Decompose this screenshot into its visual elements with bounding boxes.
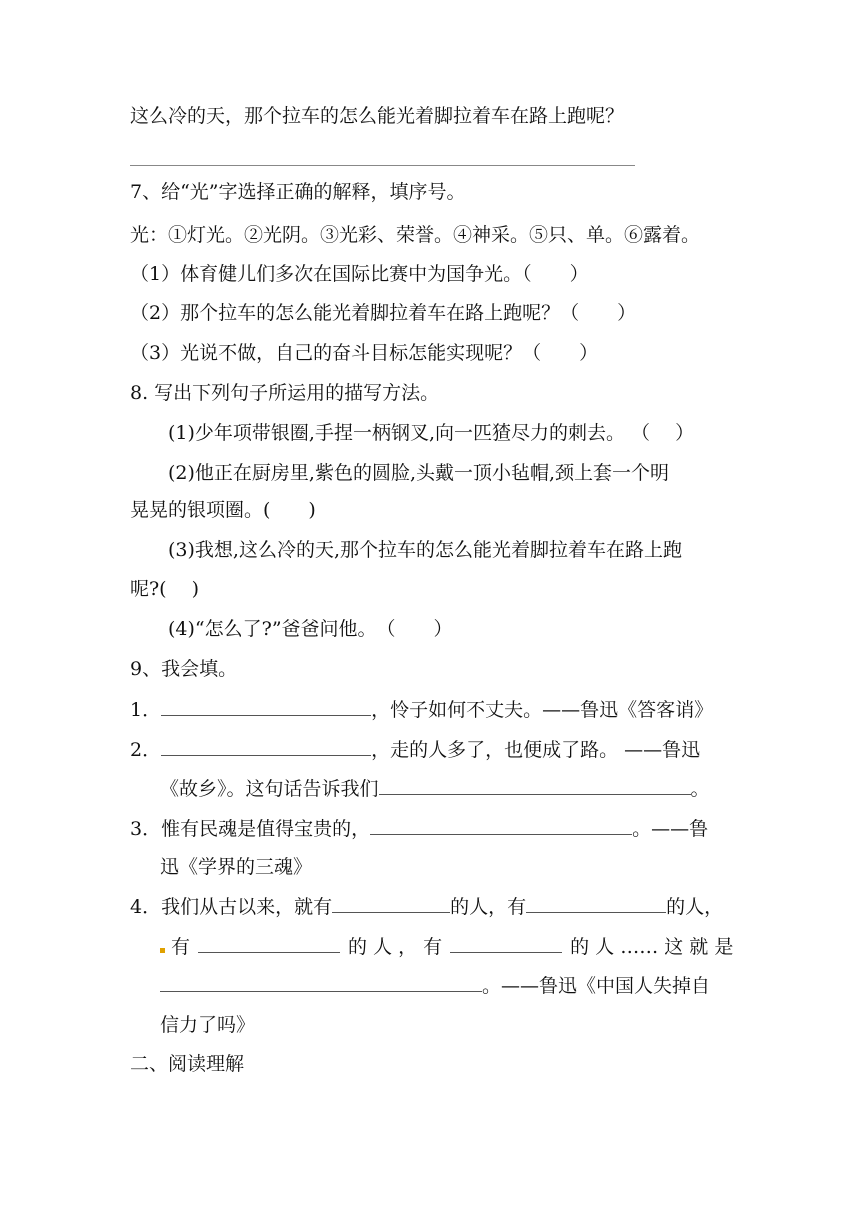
fill-item-text: ，怜子如何不丈夫。——鲁迅《答客诮》	[371, 699, 714, 721]
question-8-item-2-cont: 晃晃的银项圈。( )	[130, 499, 316, 521]
question-7-title: 7、给“光”字选择正确的解释，填序号。	[130, 181, 466, 203]
sentence-line: 这么冷的天，那个拉车的怎么能光着脚拉着车在路上跑呢？	[130, 105, 625, 127]
question-8-item-4: (4)“怎么了?”爸爸问他。 （ ）	[168, 618, 453, 640]
question-8-item-2: (2)他正在厨房里,紫色的圆脸,头戴一顶小毡帽,颈上套一个明	[168, 462, 670, 484]
fill-blank[interactable]	[370, 816, 632, 835]
question-7-item-1: （1）体育健儿们多次在国际比赛中为国争光。（ ）	[130, 263, 589, 285]
fill-item-text: 《故乡》。这句话告诉我们	[160, 778, 379, 800]
fill-item-text: 。——鲁	[632, 818, 709, 840]
question-7-item-2: （2）那个拉车的怎么能光着脚拉着车在路上跑呢？（ ）	[130, 302, 637, 324]
fill-blank[interactable]	[526, 894, 666, 913]
question-7-item-3: （3）光说不做，自己的奋斗目标怎能实现呢？（ ）	[130, 342, 599, 364]
fill-item-text: 的人，有	[450, 896, 527, 918]
fill-item-number: 2．	[130, 739, 162, 761]
fill-item-number: 1．	[130, 699, 162, 721]
fill-item-2-cont	[160, 776, 710, 801]
fill-blank[interactable]	[161, 737, 371, 756]
fill-item-4-cont2	[160, 973, 710, 998]
question-8-item-3: (3)我想,这么冷的天,那个拉车的怎么能光着脚拉着车在路上跑	[168, 539, 682, 561]
fill-item-4-cont3: 信力了吗》	[160, 1014, 256, 1036]
fill-item-3	[130, 816, 708, 841]
fill-blank[interactable]	[379, 776, 691, 795]
fill-item-text: ，走的人多了，也便成了路。 ——鲁迅	[371, 739, 701, 761]
fill-item-text: 4．我们从古以来，就有	[130, 896, 333, 918]
fill-blank[interactable]	[161, 697, 371, 716]
fill-item-text: 的 人 ， 有	[348, 936, 443, 958]
fill-item-2	[130, 737, 700, 762]
fill-item-text: 3．惟有民魂是值得宝贵的，	[130, 818, 371, 840]
question-7-definitions: 光：①灯光。②光阴。③光彩、荣誉。④神采。⑤只、单。⑥露着。	[130, 224, 701, 246]
question-8-item-3-cont: 呢?( )	[130, 578, 200, 600]
fill-blank[interactable]	[450, 934, 562, 953]
section-2-title: 二、阅读理解	[130, 1053, 245, 1075]
fill-item-1	[130, 697, 713, 722]
fill-item-3-cont: 迅《学界的三魂》	[160, 856, 313, 878]
fill-item-text: 。	[690, 778, 710, 800]
question-9-title: 9、我会填。	[130, 658, 238, 680]
question-8-title: 8. 写出下列句子所运用的描写方法。	[130, 382, 440, 404]
fill-item-text: 的 人 …… 这 就 是	[570, 936, 734, 958]
fill-blank[interactable]	[160, 973, 482, 992]
fill-blank[interactable]	[198, 934, 340, 953]
fill-item-text: 。——鲁迅《中国人失掉自	[482, 975, 711, 997]
fill-item-text: 有	[171, 936, 191, 958]
highlight-mark	[160, 948, 165, 953]
fill-item-4-cont	[160, 934, 733, 959]
answer-rule	[130, 165, 635, 166]
fill-item-text: 的人，	[666, 896, 724, 918]
question-8-item-1: (1)少年项带银圈,手捏一柄钢叉,向一匹猹尽力的刺去。 （ ）	[168, 422, 695, 444]
fill-blank[interactable]	[332, 894, 450, 913]
fill-item-4	[130, 894, 723, 919]
